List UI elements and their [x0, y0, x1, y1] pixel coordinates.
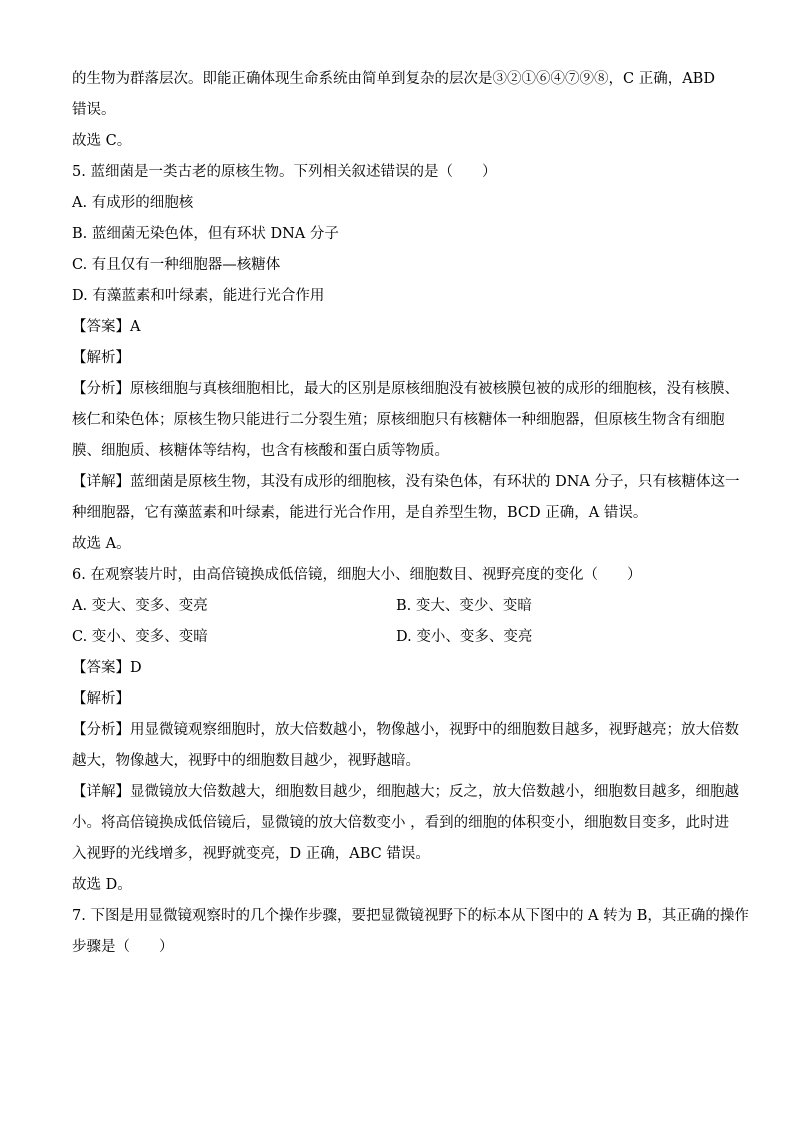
analysis-text: 核仁和染色体；原核生物只能进行二分裂生殖；原核细胞只有核糖体一种细胞器，但原核生物含有细胞 — [72, 412, 725, 428]
text-line: 错误。 — [72, 102, 116, 118]
question-7-stem: 7. 下图是用显微镜观察时的几个操作步骤，要把显微镜视野下的标本从下图中的 A 转为 B，其正确的操作 — [72, 908, 749, 924]
question-6-option-b: B. 变大、变少、变暗 — [396, 598, 532, 614]
analysis-text: 膜、细胞质、核糖体等结构，也含有核酸和蛋白质等物质。 — [72, 443, 449, 459]
question-6-options-row — [72, 591, 722, 622]
question-5-stem: 5. 蓝细菌是一类古老的原核生物。下列相关叙述错误的是（ ） — [72, 164, 497, 180]
analysis-label: 【解析】 — [72, 350, 130, 366]
detail-text: 种细胞器，它有藻蓝素和叶绿素，能进行光合作用，是自养型生物，BCD 正确，A 错误。 — [72, 505, 648, 521]
question-6-option-c: C. 变小、变多、变暗 — [72, 629, 208, 645]
question-6-stem: 6. 在观察装片时，由高倍镜换成低倍镜，细胞大小、细胞数目、视野亮度的变化（ ） — [72, 567, 642, 583]
text-line: 故选 D。 — [72, 877, 132, 893]
question-5-option-d: D. 有藻蓝素和叶绿素，能进行光合作用 — [72, 288, 325, 304]
question-6-options-row — [72, 622, 722, 653]
detail-text: 小。将高倍镜换成低倍镜后，显微镜的放大倍数变小 ，看到的细胞的体积变小，细胞数目变多，此时进 — [72, 815, 730, 831]
question-5-option-b: B. 蓝细菌无染色体，但有环状 DNA 分子 — [72, 226, 339, 242]
analysis-text: 【分析】原核细胞与真核细胞相比，最大的区别是原核细胞没有被核膜包被的成形的细胞核，没有核膜、 — [72, 381, 739, 397]
analysis-text: 越大，物像越大，视野中的细胞数目越少，视野越暗。 — [72, 753, 420, 769]
text-line: 故选 A。 — [72, 536, 131, 552]
question-6-option-d: D. 变小、变多、变亮 — [396, 629, 533, 645]
question-7-stem: 步骤是（ ） — [72, 939, 174, 955]
document-page — [72, 64, 749, 963]
detail-text: 入视野的光线增多，视野就变亮，D 正确，ABC 错误。 — [72, 846, 430, 862]
text-line: 的生物为群落层次。即能正确体现生命系统由简单到复杂的层次是③②①⑥④⑦⑨⑧，C 正确，ABD — [72, 71, 715, 87]
text-line: 故选 C。 — [72, 133, 132, 149]
answer-label: 【答案】D — [72, 660, 142, 676]
question-5-option-a: A. 有成形的细胞核 — [72, 195, 194, 211]
question-5-option-c: C. 有且仅有一种细胞器—核糖体 — [72, 257, 281, 273]
answer-label: 【答案】A — [72, 319, 141, 335]
detail-text: 【详解】蓝细菌是原核生物，其没有成形的细胞核，没有染色体，有环状的 DNA 分子，只有核糖体这一 — [72, 474, 740, 490]
question-6-option-a: A. 变大、变多、变亮 — [72, 598, 208, 614]
analysis-label: 【解析】 — [72, 691, 130, 707]
analysis-text: 【分析】用显微镜观察细胞时，放大倍数越小，物像越小，视野中的细胞数目越多，视野越亮；放大倍数 — [72, 722, 739, 738]
detail-text: 【详解】显微镜放大倍数越大，细胞数目越少，细胞越大；反之，放大倍数越小，细胞数目越多，细胞越 — [72, 784, 739, 800]
